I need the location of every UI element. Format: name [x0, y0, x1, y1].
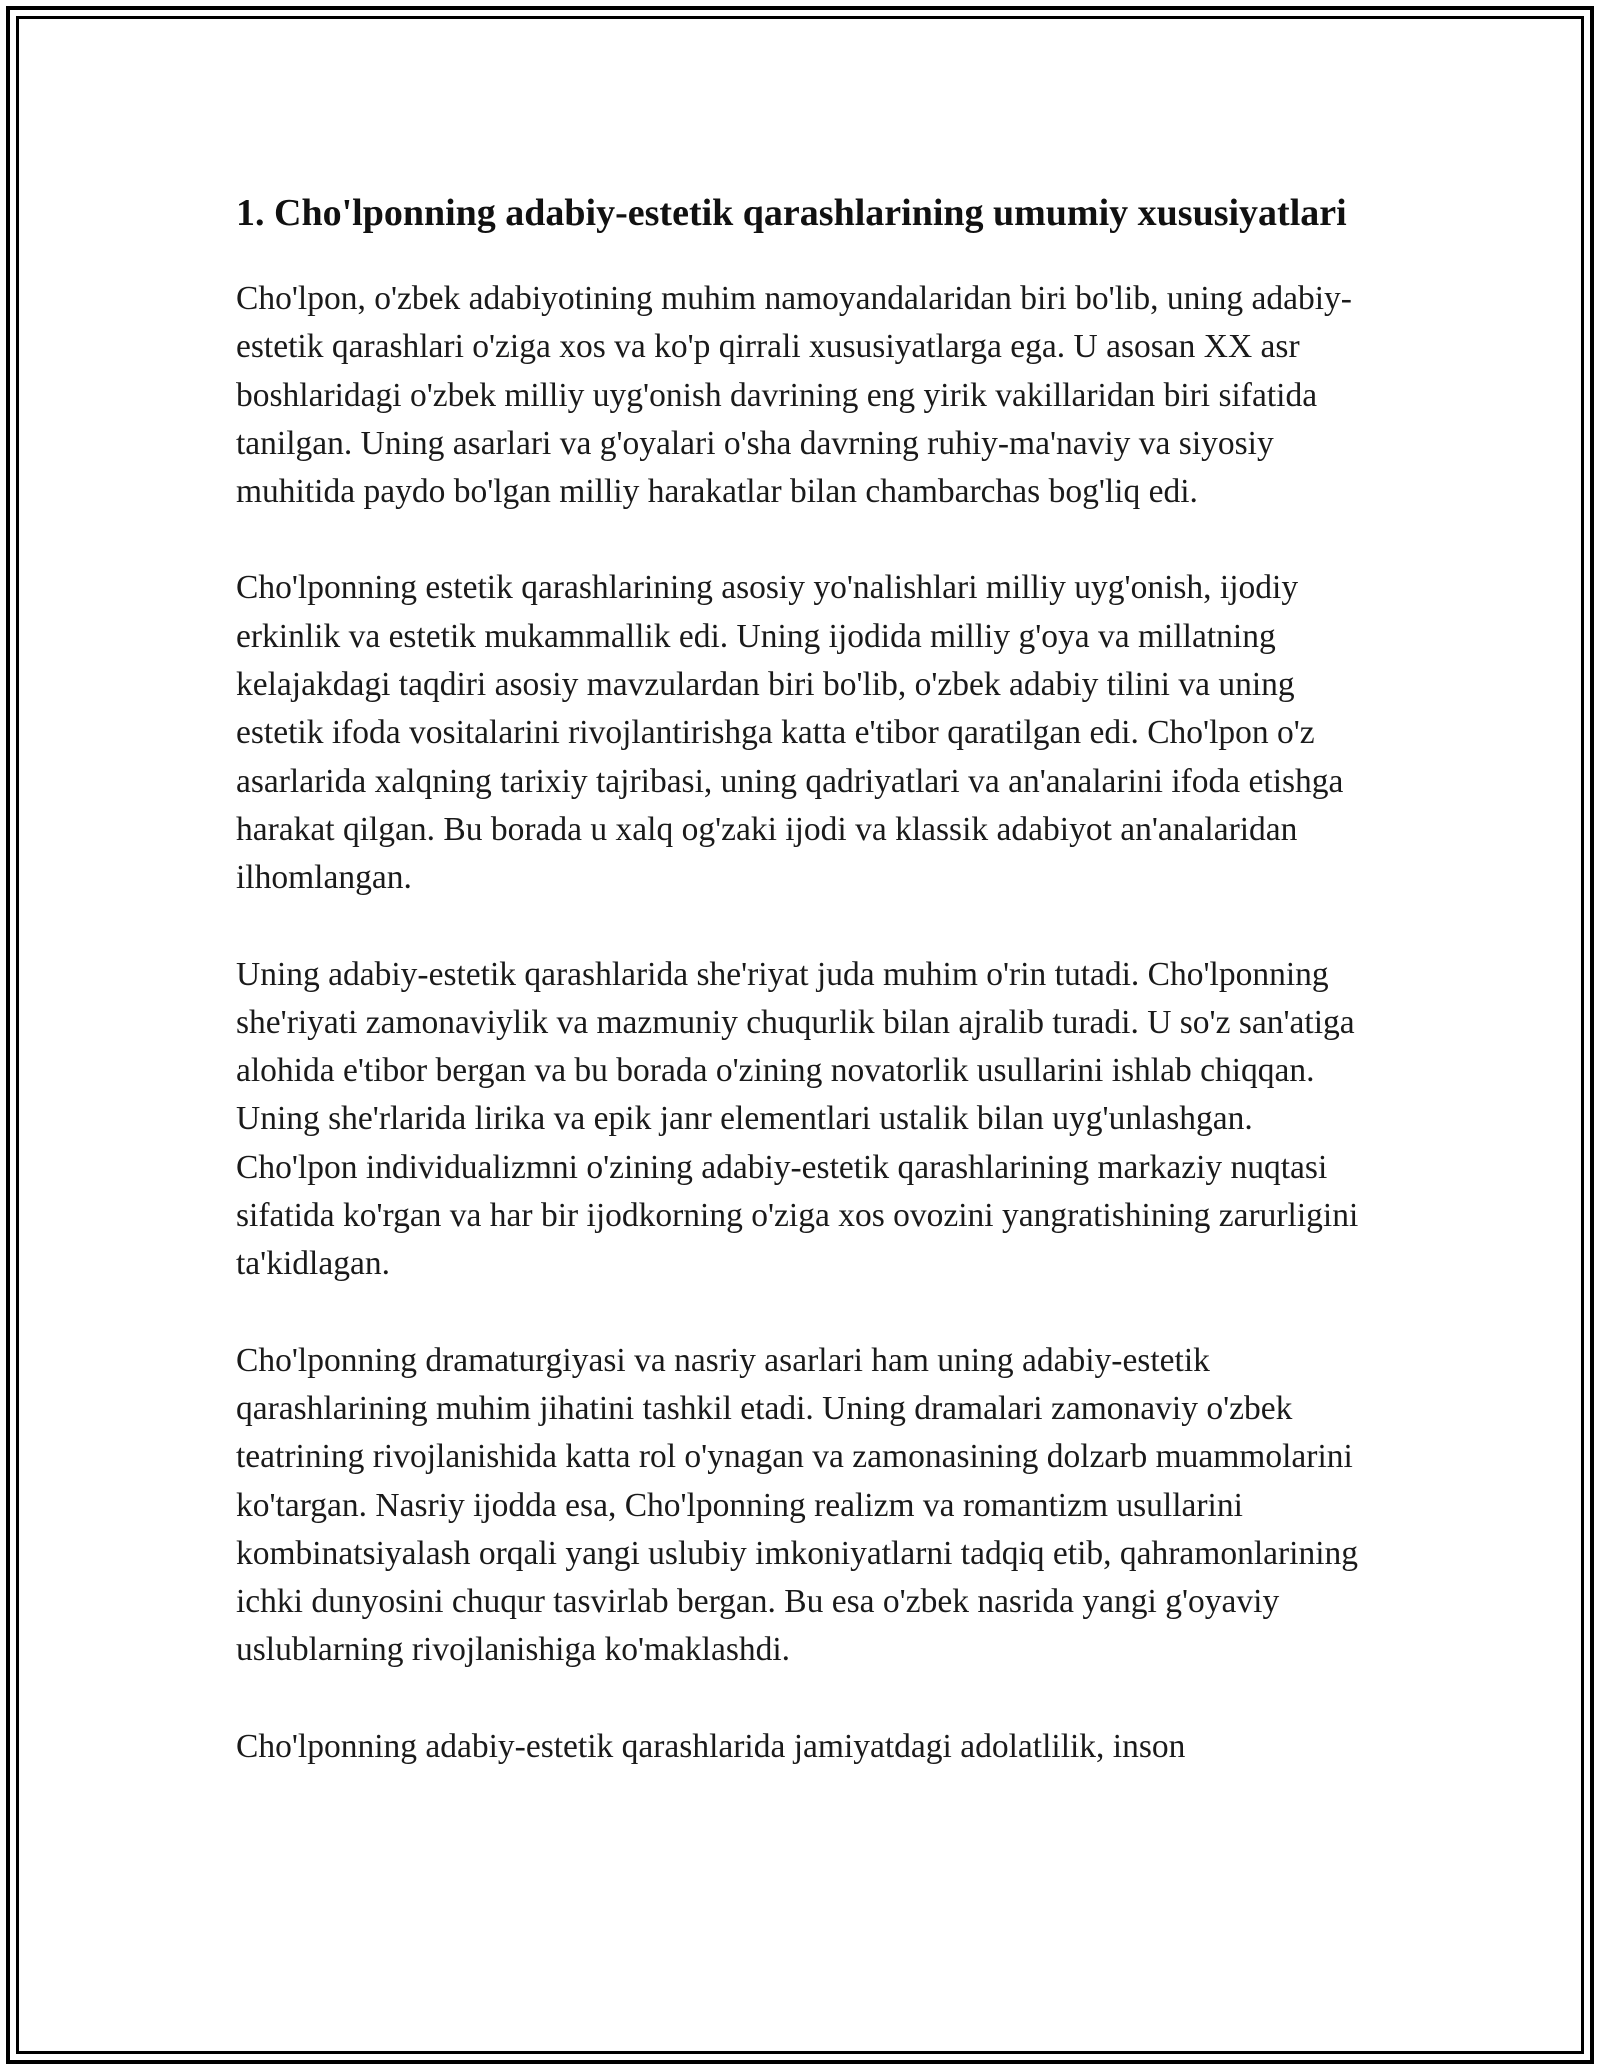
- paragraph-5: Cho'lponning adabiy-estetik qarashlarida jamiyatdagi adolatlilik, inson: [236, 1727, 1186, 1765]
- paragraph-2: Cho'lponning estetik qarashlarining asosiy yo'nalishlari milliy uyg'onish, ijodiy erkinlik va estetik mukammallik edi. Uning ijodida milliy g'oya va millatning kelajakdagi taqdiri asosiy mavzulardan biri bo'lib, o'zbek adabiy tilini va uning estetik ifoda vositalarini rivojlantirishga katta e'tibor qaratilgan edi. Cho'lpon o'z asarlarida xalqning tarixiy tajribasi, uning qadriyatlari va an'analarini ifoda etishga harakat qilgan. Bu borada u xalq og'zaki ijodi va klassik adabiyot an'analaridan ilhomlangan.: [236, 569, 1344, 897]
- paragraph-1: Cho'lpon, o'zbek adabiyotining muhim namoyandalaridan biri bo'lib, uning adabiy-estetik qarashlari o'ziga xos va ko'p qirrali xususiyatlarga ega. U asosan XX asr boshlaridagi o'zbek milliy uyg'onish davrining eng yirik vakillaridan biri sifatida tanilgan. Uning asarlari va g'oyalari o'sha davrning ruhiy-ma'naviy va siyosiy muhitida paydo bo'lgan milliy harakatlar bilan chambarchas bog'liq edi.: [236, 280, 1352, 511]
- paragraph-3: Uning adabiy-estetik qarashlarida she'riyat juda muhim o'rin tutadi. Cho'lponning she'riyati zamonaviylik va mazmuniy chuqurlik bilan ajralib turadi. U so'z san'atiga alohida e'tibor bergan va bu borada o'zining novatorlik usullarini ishlab chiqqan. Uning she'rlarida lirika va epik janr elementlari ustalik bilan uyg'unlashgan. Cho'lpon individualizmni o'zining adabiy-estetik qarashlarining markaziy nuqtasi sifatida ko'rgan va har bir ijodkorning o'ziga xos ovozini yangratishining zarurligini ta'kidlagan.: [236, 955, 1359, 1283]
- paragraph-4: Cho'lponning dramaturgiyasi va nasriy asarlari ham uning adabiy-estetik qarashlarining muhim jihatini tashkil etadi. Uning dramalari zamonaviy o'zbek teatrining rivojlanishida katta rol o'ynagan va zamonasining dolzarb muammolarini ko'targan. Nasriy ijodda esa, Cho'lponning realizm va romantizm usullarini kombinatsiyalash orqali yangi uslubiy imkoniyatlarni tadqiq etib, qahramonlarining ichki dunyosini chuqur tasvirlab bergan. Bu esa o'zbek nasrida yangi g'oyaviy uslublarning rivojlanishiga ko'maklashdi.: [236, 1341, 1359, 1669]
- document-body: [236, 186, 1366, 1819]
- section-heading: 1. Cho'lponning adabiy-estetik qarashlarining umumiy xususiyatlari: [236, 192, 1347, 234]
